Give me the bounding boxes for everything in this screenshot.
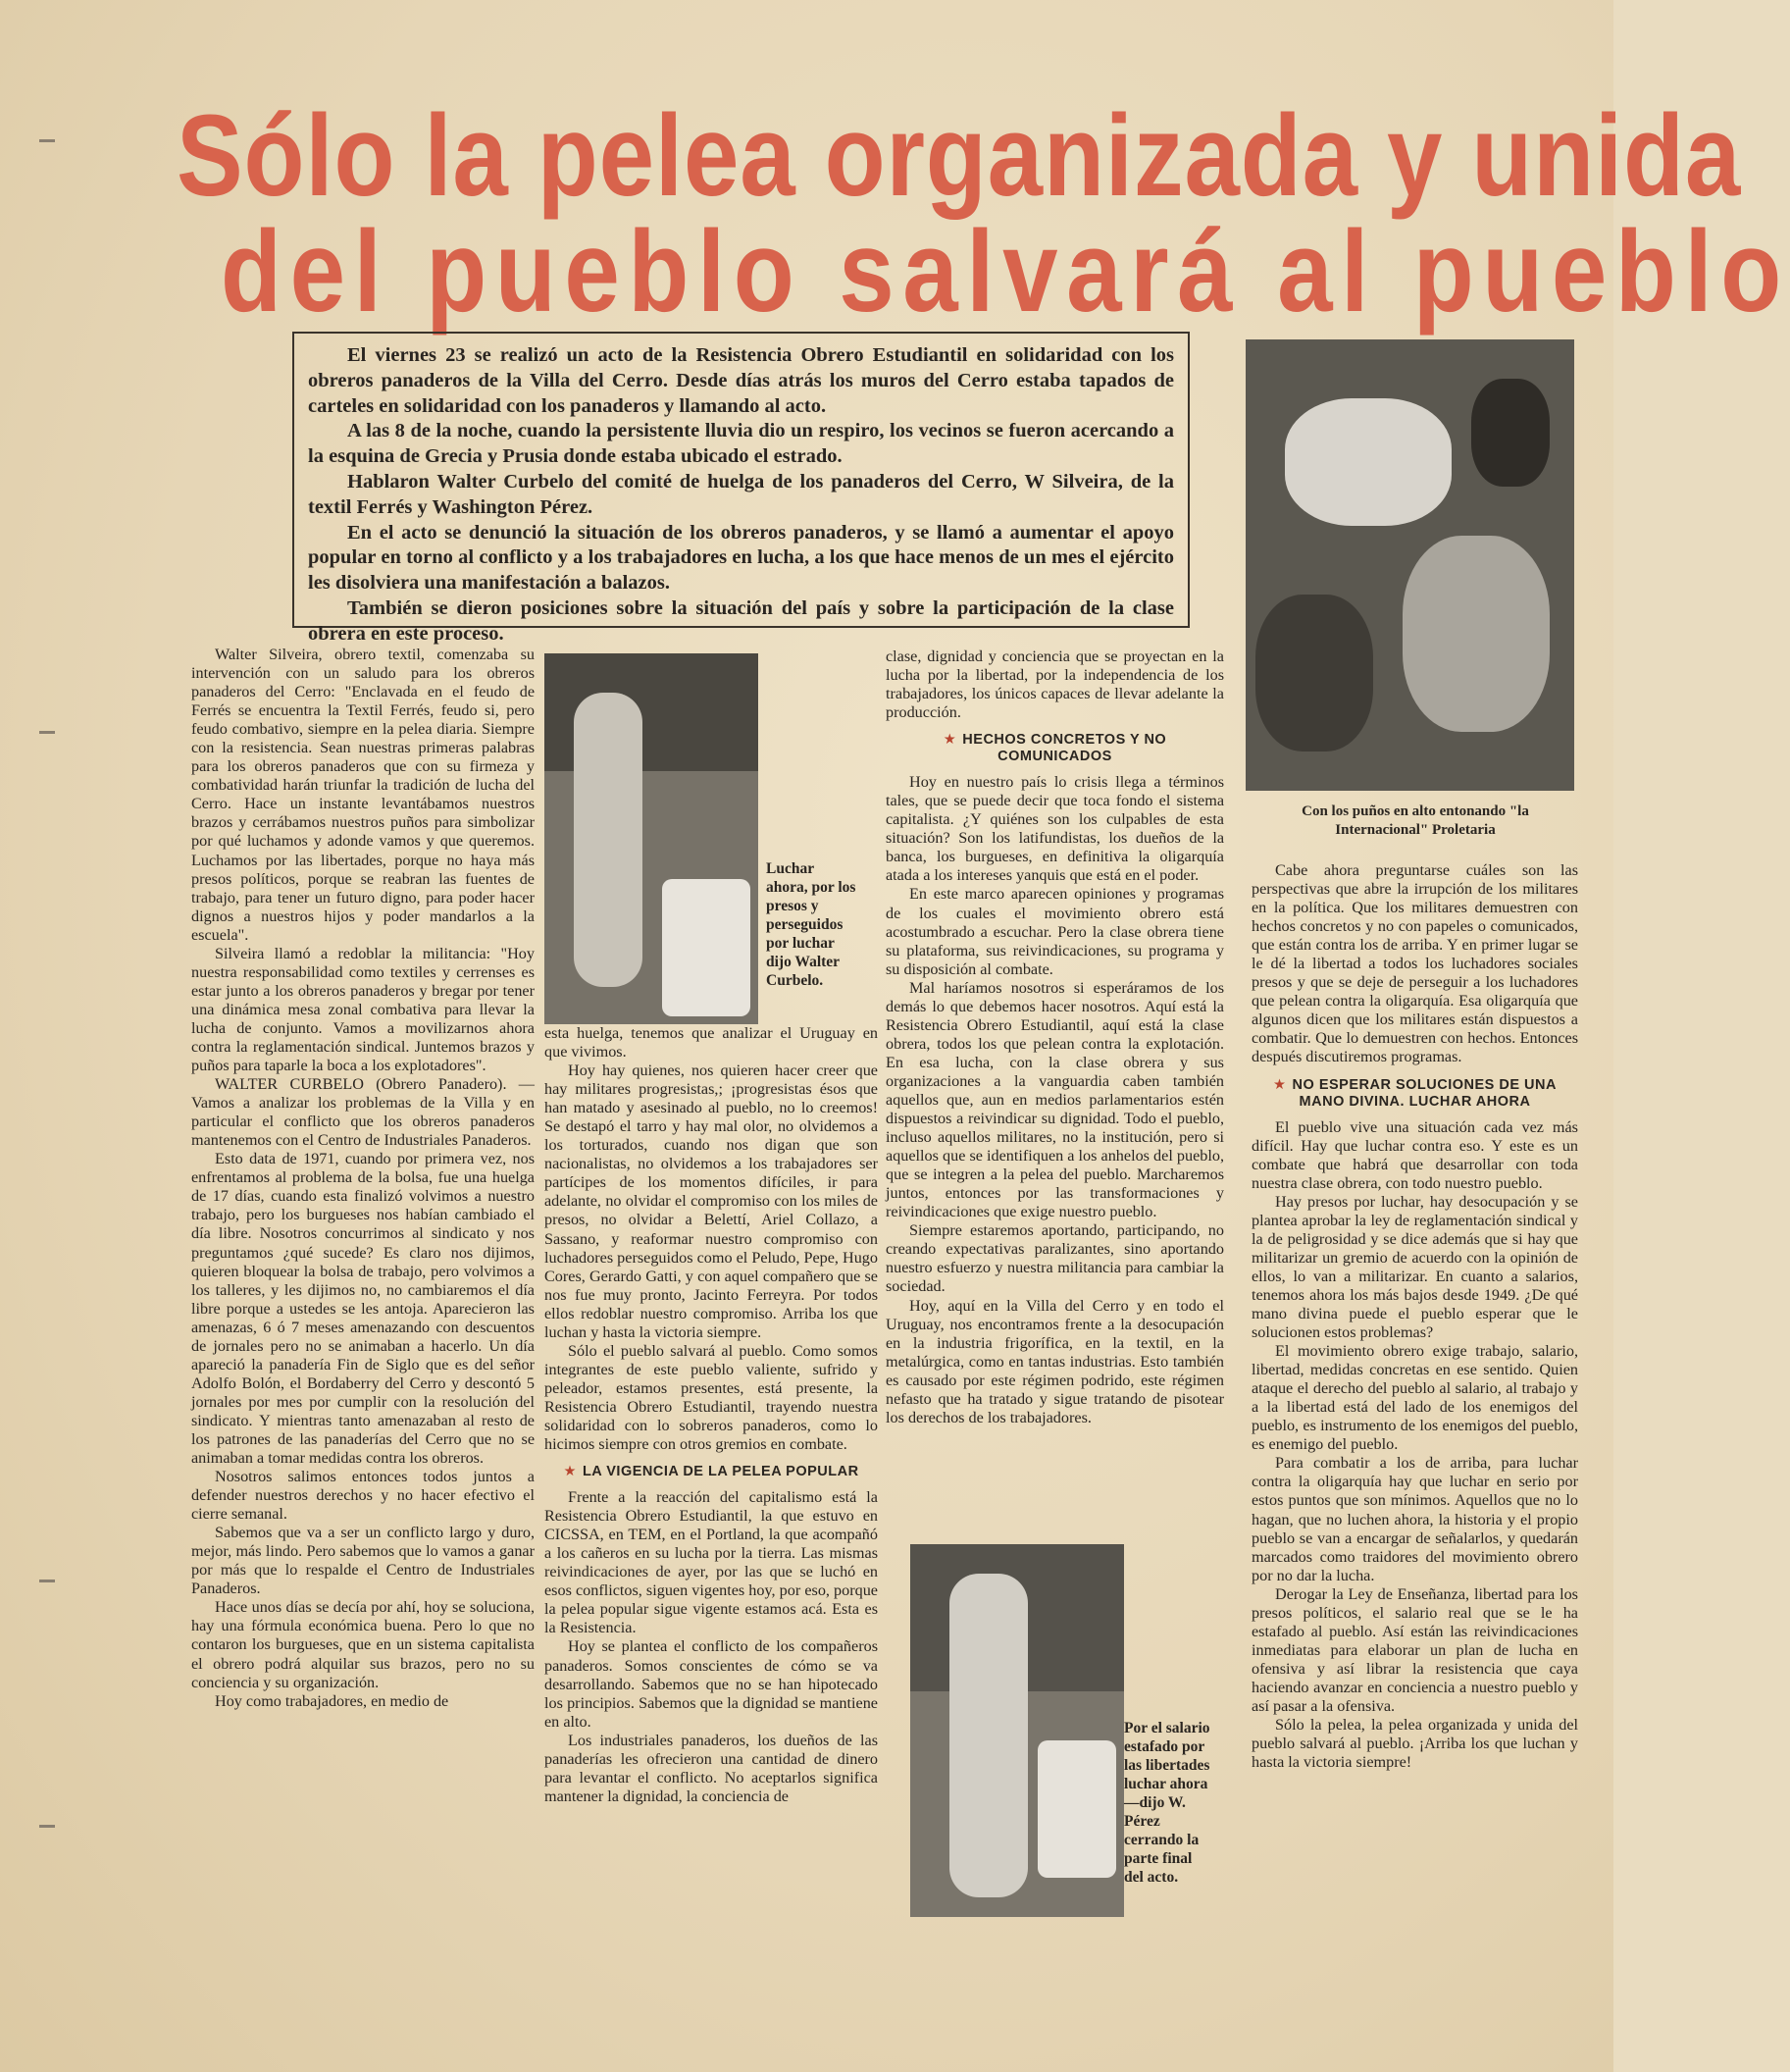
margin-mark [39,1580,55,1582]
paragraph: Hay presos por luchar, hay desocupación y se plantea aprobar la ley de reglamentación sindical y la de peligrosidad y se dice además que si hay que militarizar un gremio de acuerdo con la opinión de ellos, lo van a militarizar. En cuanto a salarios, tenemos ahora los más bajos desde 1949. ¿De qué mano divina puede el pueblo esperar que le solucionen estos problemas? [1252,1192,1578,1342]
margin-mark [39,731,55,734]
paragraph: clase, dignidad y conciencia que se proyectan en la lucha por la libertad, por la independencia de los trabajadores, los únicos capaces de llevar adelante la producción. [886,648,1224,722]
paragraph: WALTER CURBELO (Obrero Panadero). — Vamos a analizar los problemas de la Villa y en particular el conflicto que los obreros panaderos mantenemos con el Centro de Industriales Panaderos. [191,1075,535,1150]
paragraph: Cabe ahora preguntarse cuáles son las perspectivas que abre la irrupción de los militares en la política. Que los militares demuestren con hechos concretos y no con papeles o comunicados, que están contra los de arriba. Y en primer lugar se le dé la libertad a todos los luchadores sociales presos y que se deje de perseguir a los luchadores que pelean contra la oligarquía. Esa oligarquía que algunos dicen que los militares están dispuestos a combatir. Que lo demuestren con hechos. Entonces después discutiremos programas. [1252,861,1578,1066]
paragraph: Hoy como trabajadores, en medio de [215,1691,449,1710]
paragraph: Hoy, aquí en la Villa del Cerro y en todo el Uruguay, nos encontramos frente a la desocupación en la industria frigorífica, en la textil, en la metalúrgica, como en tantas industrias. Esto también es causado por este régimen podrido, este régimen nefasto que ha tratado y sigue tratando de pisotear los derechos de los trabajadores. [886,1296,1224,1426]
lead-paragraph: Hablaron Walter Curbelo del comité de huelga de los panaderos del Cerro, W Silveira, de la textil Ferrés y Washington Pérez. [308,470,1174,518]
paragraph: En este marco aparecen opiniones y programas de los cuales el movimiento obrero está acostumbrado a escuchar. Pero la clase obrera tiene su plataforma, sus reivindicaciones, su programa y su disposición al combate. [886,885,1224,978]
margin-mark [39,1825,55,1828]
paragraph: Para combatir a los de arriba, para luchar contra la oligarquía hay que luchar en serio por estos puntos que son mínimos. Aquellos que no lo hagan, que no luchen ahora, la historia y el propio pueblo se van a encargar de señalarlos, y quedarán marcados como traidores del movimiento obrero por no dar la lucha. [1252,1454,1578,1584]
paragraph: Hace unos días se decía por ahí, hoy se soluciona, hay una fórmula económica buena. Pero lo que no contaron los burgueses, que en un sistema capitalista el obrero podrá alquilar sus brazos, pero no su conciencia y su organización. [191,1598,535,1691]
lead-paragraph-box [292,332,1190,645]
photo-figure [574,693,642,987]
lead-paragraph: A las 8 de la noche, cuando la persistente lluvia dio un respiro, los vecinos se fueron acercando a la esquina de Grecia y Prusia donde estaba ubicado el estrado. [308,420,1174,468]
star-icon: ★ [563,1464,577,1480]
paragraph: Silveira llamó a redoblar la militancia: "Hoy nuestra responsabilidad como textiles y cerrenses es estar junto a los obreros panaderos y bregar por tener una dinámica mesa zonal combativa para llevar la lucha de conjunto. Vamos a movilizarnos ahora contra la reglamentación sindical. Juntemos brazos y puños para taparle la boca a los explotadores". [191,944,535,1075]
margin-mark [39,139,55,142]
subheading-esperar: ★ NO ESPERAR SOLUCIONES DE UNA MANO DIVINA. LUCHAR AHORA [1273,1076,1557,1110]
paragraph: El pueblo vive una situación cada vez más difícil. Hay que luchar contra eso. Y este es un combate que habrá que desarrollar con toda nuestra clase obrera, con todo nuestro pueblo. [1252,1117,1578,1192]
photo-caption-mid: Luchar ahora, por los presos y perseguidos por luchar dijo Walter Curbelo. [766,860,856,989]
photo-speaker-perez [910,1544,1124,1917]
paragraph: Frente a la reacción del capitalismo está la Resistencia Obrero Estudiantil, la que estuvo en CICSSA, en TEM, en el Portland, la que acompañó a los cañeros en su lucha por la tierra. Las mismas reivindicaciones de ayer, por las que se luchó en esos conflictos, siguen vigentes hoy, por eso, porque la pelea popular sigue vigente estamos acá. Esta es la Resistencia. [544,1488,878,1637]
photo-crowd-fists [1246,339,1574,791]
photo-highlight [1285,398,1452,526]
paragraph: esta huelga, tenemos que analizar el Uruguay en que vivimos. [544,1024,878,1062]
star-icon: ★ [943,732,957,749]
paragraph: Nosotros salimos entonces todos juntos a defender nuestros derechos y no hacer efectivo el cierre semanal. [191,1468,535,1524]
subheading-vigencia: ★ LA VIGENCIA DE LA PELEA POPULAR [563,1464,859,1480]
headline-line-2: del pueblo salvará al pueblo [221,207,1790,337]
star-icon: ★ [1273,1076,1287,1093]
lead-paragraph: El viernes 23 se realizó un acto de la Resistencia Obrero Estudiantil en solidaridad con los obreros panaderos de la Villa del Cerro. Desde días atrás los muros del Cerro estaba tapados de carteles en solidaridad con los panaderos y llamando al acto. [308,344,1174,417]
paragraph: Los industriales panaderos, los dueños de las panaderías les ofrecieron una cantidad de dinero para levantar el conflicto. No aceptarlos significa mantener la dignidad, la conciencia de [544,1731,878,1805]
paragraph: Hoy en nuestro país lo crisis llega a términos tales, que se puede decir que toca fondo el sistema capitalista. ¿Y quiénes son los culpables de esta situación? Son los latifundistas, los dueños de la banca, los burgueses, en definitiva la oligarquía atada a los intereses yanquis que está en el poder. [886,773,1224,885]
paragraph: Esto data de 1971, cuando por primera vez, nos enfrentamos al problema de la bolsa, fue una huelga de 17 días, cuando esta finalizó volvimos a nuestro trabajo, pero los burgueses nos habían cambiado el día libre. Nosotros concurrimos al sindicato y nos preguntamos ¿qué sucede? Es claro nos dijimos, quieren bloquear la bolsa de trabajo, pero volvimos a los talleres, y les dijimos no, no cambiaremos el día libre porque a ustedes se les antoja. Aparecieron las amenazas, 6 ó 7 meses amenazando con descuentos de jornales pero no se animaban a hacerlo. Un día apareció la panadería Fin de Siglo que es del señor Adolfo Bolón, el Bordaberry del Cerro y descontó 5 jornales por mes por cumplir con la resolución del sindicato. Y mientras tanto amenazaban al resto de los patrones de las panaderías del Cerro que no se animaban a tomar medidas contra los obreros. [191,1150,535,1468]
subheading-hechos: ★ HECHOS CONCRETOS Y NO COMUNICADOS [943,732,1167,765]
photo-shadow [1471,379,1550,487]
photo-caption-top: Con los puños en alto entonando "la Internacional" Proletaria [1302,803,1529,838]
paragraph: Walter Silveira, obrero textil, comenzaba su intervención con un saludo para los obreros panaderos del Cerro: "Enclavada en el feudo de Ferrés se encuentra la Textil Ferrés, feudo si, pero feudo combativo, siempre en la pelea diaria. Siempre con la resistencia. Sean nuestras primeras palabras para los obreros panaderos que con su firmeza y combatividad harán triunfar la tradición de lucha del Cerro. Hace un instante levantábamos nuestros brazos y cerrábamos nuestros puños para simbolizar por qué luchamos y adonde vamos y que queremos. Luchamos por las libertades, porque no haya más presos políticos, porque se reabran las fuentes de trabajo, para tener un futuro digno, para poder hacer dignos a nuestros hijos y poder mandarlos a la escuela". [191,646,535,944]
photo-figure [949,1574,1028,1897]
paragraph: Derogar la Ley de Enseñanza, libertad para los presos políticos, el salario real que se le ha estafado al pueblo. Así están las reivindicaciones inmediatas para elaborar un plan de lucha en ofensiva y así librar la resistencia que caya haciendo avanzar en conciencia a nuestro pueblo y así pasar a la ofensiva. [1252,1584,1578,1715]
article-column-3 [886,648,1224,1427]
article-column-2 [544,1024,878,1806]
photo-highlight [662,879,750,1016]
photo-speaker-curbelo [544,653,758,1024]
paragraph: Hoy hay quienes, nos quieren hacer creer que hay militares progresistas,; ¡progresistas ésos que han matado y asesinado al pueblo, no lo creemos! Se destapó el tarro y hay mal olor, no olvidemos a los torturados, cuando nos digan que son nacionalistas, no olvidemos a los trabajadores ser partícipes de los momentos difíciles, ir para adelante, no olvidar el compromiso con los miles de presos, no olvidar a Belettí, Ariel Collazo, a Sassano, y reaformar nuestro compromiso con luchadores perseguidos como el Peludo, Pepe, Hugo Cores, Gerardo Gatti, y con aquel compañero que se nos fue muy pronto, Jacinto Ferreyra. Por todos ellos redoblar nuestro compromiso. Arriba los que luchan y hasta la victoria siempre. [544,1062,878,1341]
paragraph: El movimiento obrero exige trabajo, salario, libertad, medidas concretas en ese sentido. Quien ataque el derecho del pueblo al salario, al trabajo y a la libertad está del lado de los enemigos del pueblo, es instrumento de los enemigos del pueblo, es enemigo del pueblo. [1252,1342,1578,1454]
paragraph: Sólo el pueblo salvará al pueblo. Como somos integrantes de este pueblo valiente, sufrido y peleador, estamos presentes, está presente, la Resistencia Obrero Estudiantil, trayendo nuestra solidaridad con lo sobreros panaderos, como lo hicimos siempre con otros gremios en combate. [544,1341,878,1454]
photo-shadow [1255,595,1373,751]
lead-paragraph: También se dieron posiciones sobre la situación del país y sobre la participación de la clase obrera en este proceso. [308,596,1174,645]
photo-highlight [1038,1740,1116,1878]
paragraph: Sólo la pelea, la pelea organizada y unida del pueblo salvará al pueblo. ¡Arriba los que luchan y hasta la victoria siempre! [1252,1716,1578,1772]
photo-highlight [1403,536,1550,732]
lead-paragraph: En el acto se denunció la situación de los obreros panaderos, y se llamó a aumentar el apoyo popular en torno al conflicto y a los trabajadores en lucha, a los que hace menos de un mes el ejército les disolviera una manifestación a balazos. [308,521,1174,595]
article-column-4 [1252,861,1578,1772]
paragraph: Mal haríamos nosotros si esperáramos de los demás lo que debemos hacer nosotros. Aquí está la Resistencia Obrero Estudiantil, aquí está la clase obrera, todos los que pelean contra la explotación. En esa lucha, con la clase obrera y sus organizaciones a la vanguardia caben también aquellos que, aun en medios parlamentarios estén dispuestos a reivindicar su dignidad. Todo el pueblo, incluso aquellos militares, no la institución, pero si aquellos que se identifiquen a los anhelos del pueblo, que se integren a la pelea del pueblo. Marcharemos juntos, entonces por las transformaciones y reivindicaciones que exige nuestro pueblo. [886,978,1224,1221]
paragraph: Siempre estaremos aportando, participando, no creando expectativas paralizantes, sino aportando nuestro esfuerzo y nuestra militancia para cambiar la sociedad. [886,1221,1224,1296]
photo-caption-bottom: Por el salario estafado por las libertades luchar ahora —dijo W. Pérez cerrando la parte final del acto. [1124,1720,1210,1886]
paragraph: Sabemos que va a ser un conflicto largo y duro, mejor, más lindo. Pero sabemos que lo vamos a ganar por más que lo respalde el Centro de Industriales Panaderos. [191,1524,535,1598]
article-column-1 [191,646,535,1711]
paragraph: Hoy se plantea el conflicto de los compañeros panaderos. Somos conscientes de cómo se va desarrollando. Sabemos que no se han hipotecado los principios. Sabemos que la dignidad se mantiene en alto. [544,1637,878,1731]
headline-line-1: Sólo la pelea organizada y unida [177,91,1742,221]
